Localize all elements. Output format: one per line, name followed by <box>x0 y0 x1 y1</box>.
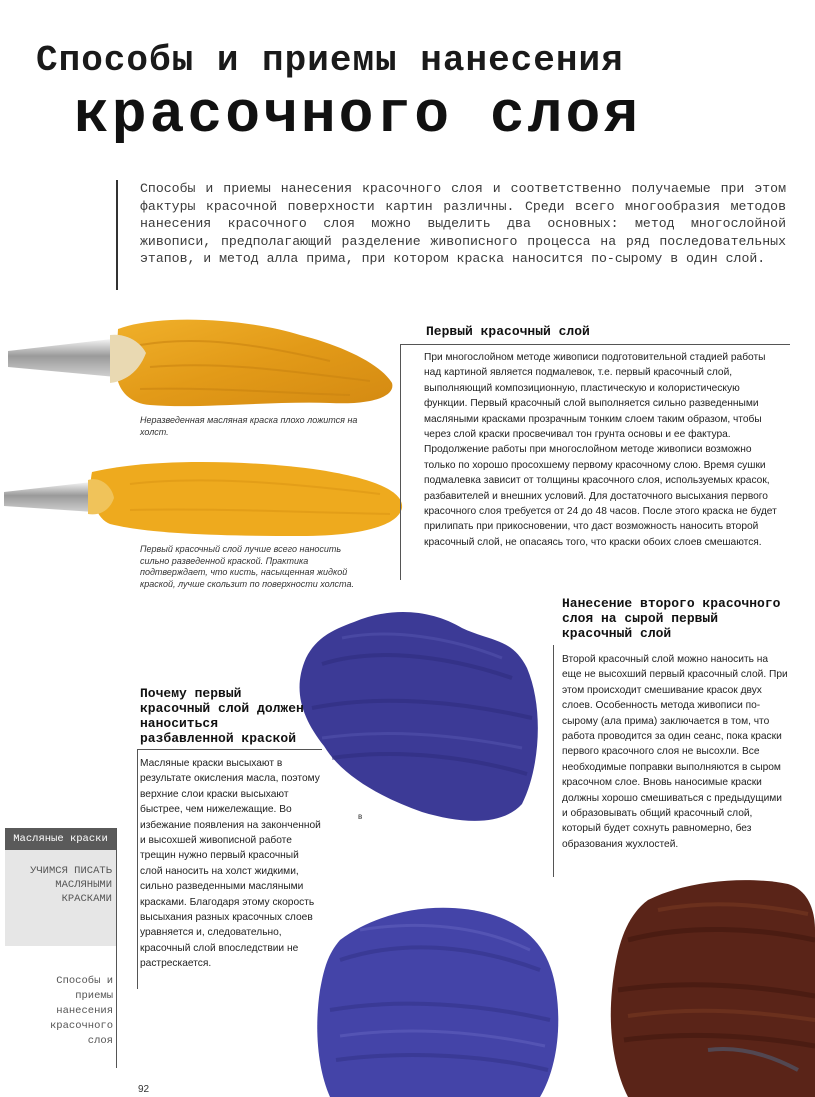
blue-paint-patch-2 <box>300 880 570 1097</box>
first-layer-rule <box>400 344 790 345</box>
brush-stroke-diluted <box>0 450 410 545</box>
brush2-caption: Первый красочный слой лучше всего наносить сильно разведенной краской. Практика подтверждает, что кисть, насыщенная жидкой краской, лучше скользит по поверхности холста. <box>140 544 354 589</box>
why-diluted-rule <box>137 749 322 750</box>
photo-mark: в <box>358 812 363 821</box>
blue-paint-patch-1 <box>282 598 552 830</box>
why-diluted-text: Масляные краски высыхают в результате окисления масла, поэтому верхние слои краски высыхают быстрее, чем нижележащие. Во избежание появления на законченной и высохшей живописной работе трещин нужно первый красочный слой наносить на холст жидкими, сильно разведенными масляными красками. Благодаря этому скорость высыхания разных красочных слоев уравняется и, следовательно, красочный слой впоследствии не растрескается. <box>140 758 321 970</box>
intro-paragraph: Способы и приемы нанесения красочного слоя и соответственно получаемые при этом фактуры красочной поверхности картин различны. Среди всего многообразия методов нанесения красочного слоя можно выделить два основных: метод многослойной живописи, предполагающий разделение живописного процесса на ряд последовательных этапов, и метод алла прима, при котором краска наносится по-сырому в один слой. <box>116 180 786 290</box>
first-layer-side-rule <box>400 344 401 580</box>
title-line-1: Способы и приемы нанесения <box>36 40 624 81</box>
page-number: 92 <box>138 1084 150 1095</box>
second-layer-title: Нанесение второго красочного слоя на сырой первый красочный слой <box>562 596 781 641</box>
second-layer-text: Второй красочный слой можно наносить на еще не высохший первый красочный слой. При этом происходит смешивание красок двух слоев. Особенность метода живописи по-сырому (ала прима) заключается в том, что работа проводится за один сеанс, пока краски первого красочного слоя не высохли. Все необходимые поправки выполняются в сыром красочном слое. Вновь наносимые краски должны хорошо смешиваться с предыдущими и образовывать общий красочный слой, который будет сохнуть равномерно, без образования жухлостей. <box>562 654 788 850</box>
brush1-caption: Неразведенная масляная краска плохо ложится на холст. <box>140 415 358 437</box>
brush-stroke-thick <box>0 305 400 420</box>
why-diluted-title: Почему первый красочный слой должен наноситься разбавленной краской <box>140 686 304 746</box>
sidebar-tab: Масляные краски <box>5 828 116 850</box>
first-layer-text: При многослойном методе живописи подготовительной стадией работы над картиной является подмалевок, т.е. первый красочный слой, выполняющий композиционную, пластическую и колористическую функции. Первый красочный слой выполняется сильно разведенными масляными красками прозрачным тонким слоем таким образом, чтобы через слой краски просвечивал тон грунта основы и ее фактура. Продолжение работы при многослойном методе живописи возможно только по хорошо просохшему первому красочному слою. Время сушки подмалевка зависит от толщины красочного слоя, используемых красок, разбавителей и внешних условий. Для достаточного высыхания первого красочного слоя требуется от 24 до 48 часов. После этого краска не будет прилипать при прикосновении, что даст возможность наносить второй красочный слой, не опасаясь того, что краски обоих слоев смешаются. <box>424 352 777 548</box>
second-layer-side-rule <box>553 645 554 877</box>
title-line-2: красочного слоя <box>74 84 642 149</box>
brown-paint-patch <box>588 870 815 1097</box>
why-diluted-side-rule <box>137 749 138 989</box>
first-layer-title: Первый красочный слой <box>426 324 590 339</box>
sidebar-side-rule <box>116 828 117 1068</box>
sidebar-current-section: Способы и приемы нанесения красочного слоя <box>49 975 113 1047</box>
sidebar-subtitle: УЧИМСЯ ПИСАТЬ МАСЛЯНЫМИ КРАСКАМИ <box>30 865 112 905</box>
